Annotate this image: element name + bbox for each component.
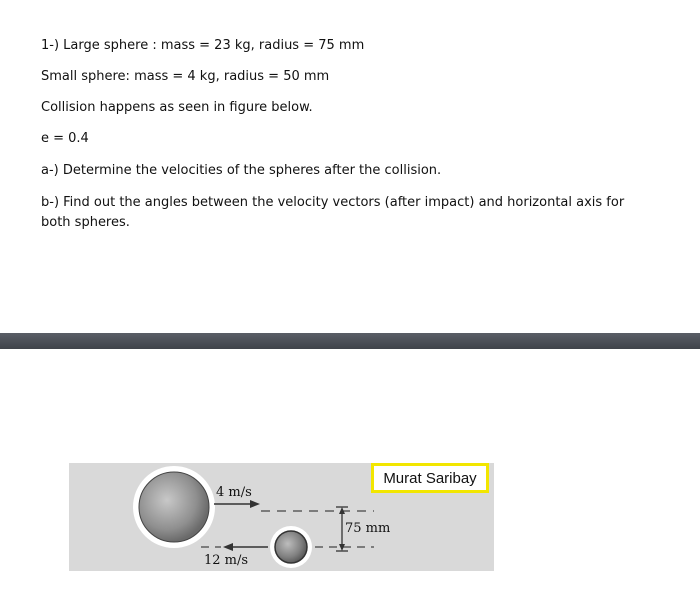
question-b: b-) Find out the angles between the velocity vectors (after impact) and horizontal axis for both spheres. — [41, 195, 625, 230]
problem-line-3: Collision happens as seen in figure below. — [41, 100, 313, 115]
large-velocity-label: 4 m/s — [216, 485, 252, 500]
large-velocity-arrow — [214, 500, 260, 508]
large-sphere-body — [139, 472, 209, 542]
author-watermark: Murat Saribay — [371, 463, 489, 493]
question-a: a-) Determine the velocities of the spheres after the collision. — [41, 163, 442, 178]
problem-line-2: Small sphere: mass = 4 kg, radius = 50 mm — [41, 69, 330, 84]
offset-label: 75 mm — [345, 521, 391, 536]
small-velocity-label: 12 m/s — [204, 553, 249, 568]
problem-line-4: e = 0.4 — [41, 131, 89, 146]
small-velocity-arrow — [223, 543, 268, 551]
section-divider — [0, 333, 700, 349]
problem-line-1: 1-) Large sphere : mass = 23 kg, radius = 75 mm — [41, 38, 365, 53]
small-sphere-body — [275, 531, 307, 563]
